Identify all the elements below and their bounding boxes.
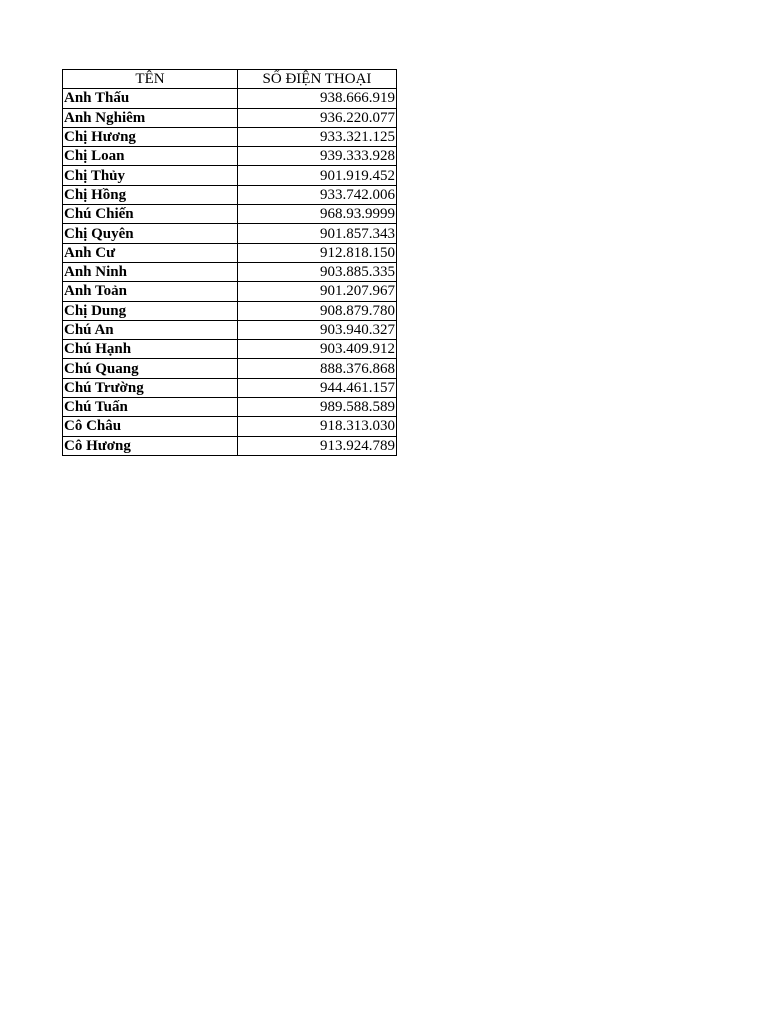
table-row xyxy=(63,262,397,281)
contact-name-cell: Chị Quyên xyxy=(63,224,238,243)
contact-name-cell: Anh Cư xyxy=(63,243,238,262)
column-header-name: TÊN xyxy=(63,70,238,89)
phone-number-cell: 901.207.967 xyxy=(238,282,397,301)
phone-number-cell: 939.333.928 xyxy=(238,147,397,166)
header-row xyxy=(63,70,397,89)
phone-number-cell: 933.321.125 xyxy=(238,127,397,146)
contact-name-cell: Chú Trường xyxy=(63,378,238,397)
table-row xyxy=(63,205,397,224)
contact-sheet xyxy=(62,69,397,456)
phone-number-cell: 903.885.335 xyxy=(238,262,397,281)
table-row xyxy=(63,301,397,320)
table-row xyxy=(63,166,397,185)
contact-name-cell: Chú An xyxy=(63,320,238,339)
phone-number-cell: 901.857.343 xyxy=(238,224,397,243)
phone-number-cell: 913.924.789 xyxy=(238,436,397,455)
phone-number-cell: 944.461.157 xyxy=(238,378,397,397)
table-row xyxy=(63,185,397,204)
table-row xyxy=(63,417,397,436)
phone-number-cell: 912.818.150 xyxy=(238,243,397,262)
contact-name-cell: Anh Toản xyxy=(63,282,238,301)
contact-name-cell: Cô Hương xyxy=(63,436,238,455)
contact-name-cell: Chú Hạnh xyxy=(63,340,238,359)
table-row xyxy=(63,89,397,108)
table-row xyxy=(63,320,397,339)
table-row xyxy=(63,436,397,455)
table-row xyxy=(63,243,397,262)
table-row xyxy=(63,108,397,127)
phone-number-cell: 901.919.452 xyxy=(238,166,397,185)
phone-number-cell: 989.588.589 xyxy=(238,398,397,417)
column-header-phone: SỐ ĐIỆN THOẠI xyxy=(238,70,397,89)
contact-name-cell: Cô Châu xyxy=(63,417,238,436)
contact-name-cell: Chú Chiến xyxy=(63,205,238,224)
contact-name-cell: Anh Nghiêm xyxy=(63,108,238,127)
contact-name-cell: Anh Ninh xyxy=(63,262,238,281)
phone-number-cell: 968.93.9999 xyxy=(238,205,397,224)
contact-name-cell: Chị Dung xyxy=(63,301,238,320)
table-row xyxy=(63,147,397,166)
phone-number-cell: 908.879.780 xyxy=(238,301,397,320)
contact-name-cell: Anh Thấu xyxy=(63,89,238,108)
phone-table xyxy=(62,69,397,456)
table-row xyxy=(63,378,397,397)
table-body xyxy=(63,89,397,456)
contact-name-cell: Chị Thủy xyxy=(63,166,238,185)
phone-number-cell: 903.940.327 xyxy=(238,320,397,339)
phone-number-cell: 888.376.868 xyxy=(238,359,397,378)
contact-name-cell: Chị Loan xyxy=(63,147,238,166)
contact-name-cell: Chú Tuấn xyxy=(63,398,238,417)
phone-number-cell: 936.220.077 xyxy=(238,108,397,127)
table-row xyxy=(63,340,397,359)
table-row xyxy=(63,398,397,417)
table-row xyxy=(63,127,397,146)
contact-name-cell: Chị Hương xyxy=(63,127,238,146)
contact-name-cell: Chị Hồng xyxy=(63,185,238,204)
contact-name-cell: Chú Quang xyxy=(63,359,238,378)
phone-number-cell: 933.742.006 xyxy=(238,185,397,204)
table-row xyxy=(63,224,397,243)
table-row xyxy=(63,282,397,301)
phone-number-cell: 938.666.919 xyxy=(238,89,397,108)
phone-number-cell: 918.313.030 xyxy=(238,417,397,436)
phone-number-cell: 903.409.912 xyxy=(238,340,397,359)
table-row xyxy=(63,359,397,378)
